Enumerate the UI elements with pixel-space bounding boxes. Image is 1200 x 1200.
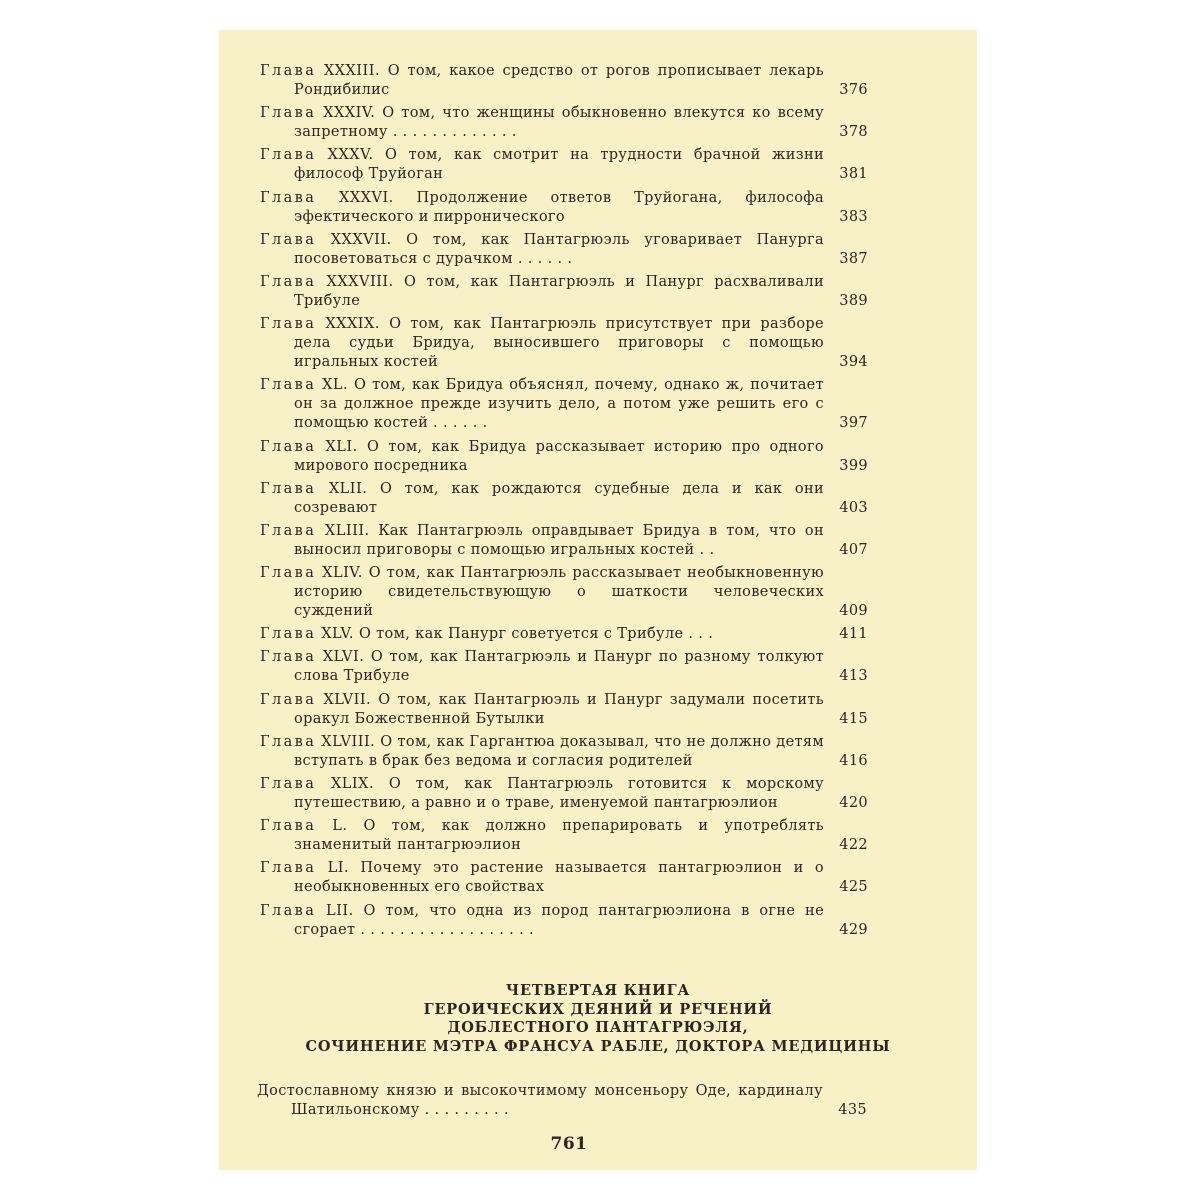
chapter-word: Глава — [260, 231, 317, 248]
toc-entry — [260, 625, 870, 644]
chapter-number: XLI. — [325, 438, 358, 455]
chapter-number: LII. — [326, 902, 354, 919]
chapter-number: XLVII. — [323, 691, 372, 708]
page-number: 376 — [839, 82, 868, 98]
chapter-number: XLIII. — [324, 522, 370, 539]
toc-entry — [260, 691, 870, 729]
toc-entry — [260, 315, 870, 372]
chapter-number: XXXV. — [327, 147, 374, 164]
chapter-title: Почему это растение называется пантагрюэлион и о необыкновенных его свойствах — [294, 860, 825, 896]
toc-entry — [260, 733, 870, 771]
toc-entry — [260, 564, 870, 621]
page-number: 383 — [839, 208, 868, 225]
chapter-title: О том, как должно препарировать и употреблять знаменитый пантагрюэлион — [294, 818, 824, 854]
chapter-word: Глава — [260, 273, 317, 290]
chapter-title: О том, какое средство от рогов прописывает лекарь Рондибилис — [294, 63, 824, 98]
chapter-word: Глава — [260, 565, 317, 582]
chapter-number: XXXIII. — [323, 63, 381, 79]
chapter-word: Глава — [260, 860, 317, 877]
chapter-word: Глава — [260, 733, 317, 750]
chapter-number: XLIX. — [330, 776, 375, 792]
chapter-number: LI. — [327, 860, 350, 877]
toc-entry — [257, 1082, 869, 1120]
chapter-word: Глава — [260, 649, 317, 666]
chapter-word: Глава — [260, 189, 317, 206]
chapter-number: XLII. — [328, 480, 368, 497]
page-number: 411 — [839, 626, 868, 643]
chapter-title: О том, что одна из пород пантагрюэлиона в огне не сгорает . . . . . . . . . . . . . . . . . . — [294, 902, 825, 938]
page-number: 403 — [839, 499, 868, 516]
chapter-title: Продолжение ответов Труйогана, философа эфектического и пирронического — [294, 189, 824, 225]
chapter-word: Глава — [260, 147, 317, 164]
chapter-title: О том, как Бридуа рассказывает историю про одного мирового посредника — [294, 438, 824, 474]
page-number: 387 — [839, 250, 868, 267]
toc-entry — [260, 376, 870, 433]
chapter-word: Глава — [260, 438, 317, 455]
chapter-title: О том, как Пантагрюэль готовится к морскому путешествию, а равно и о траве, именуемой пантагрюэлион — [294, 776, 824, 811]
chapter-title: О том, что женщины обыкновенно влекутся ко всему запретному . . . . . . . . . . . . . — [294, 105, 825, 141]
table-of-contents — [260, 62, 870, 944]
toc-entry — [260, 62, 870, 100]
toc-entry — [260, 104, 870, 142]
chapter-word: Глава — [260, 63, 317, 79]
toc-entry — [260, 775, 870, 813]
chapter-word: Глава — [260, 776, 317, 792]
chapter-number: XXXVIII. — [326, 273, 394, 290]
heading-line: ДОБЛЕСТНОГО ПАНТАГРЮЭЛЯ, — [447, 1019, 749, 1036]
page-number: 425 — [839, 879, 868, 896]
page-number: 420 — [839, 795, 868, 811]
chapter-title: О том, как смотрит на трудности брачной жизни философ Труйоган — [294, 147, 824, 183]
chapter-title: О том, как Бридуа объяснял, почему, однако ж, почитает он за должное прежде изучить дело, а потом уже решить его с помощью костей . . . . . . — [294, 377, 824, 432]
chapter-word: Глава — [260, 691, 317, 708]
page-number: 416 — [839, 752, 868, 769]
page-number: 435 — [838, 1102, 867, 1118]
chapter-title: О том, как Гаргантюа доказывал, что не должно детям вступать в брак без ведома и согласия родителей — [294, 733, 824, 769]
chapter-number: XLVIII. — [321, 733, 376, 750]
heading-line: СОЧИНЕНИЕ МЭТРА ФРАНСУА РАБЛЕ, ДОКТОРА МЕДИЦИНЫ — [305, 1037, 891, 1055]
chapter-number: XLV. — [321, 626, 355, 643]
chapter-word: Глава — [260, 377, 317, 394]
dedication-entry — [257, 1082, 869, 1124]
chapter-number: XL. — [322, 377, 349, 394]
toc-entry — [260, 522, 870, 560]
toc-entry — [260, 231, 870, 269]
page-number: 415 — [839, 710, 868, 727]
chapter-title: О том, как Пантагрюэль и Панург расхваливали Трибуле — [294, 273, 824, 309]
chapter-number: L. — [332, 818, 348, 835]
toc-entry — [260, 817, 870, 855]
page-number: 397 — [839, 415, 868, 432]
chapter-word: Глава — [260, 818, 317, 835]
chapter-title: О том, как Пантагрюэль и Панург по разному толкуют слова Трибуле — [294, 649, 824, 685]
folio-page-number: 761 — [550, 1134, 588, 1154]
chapter-number: XXXIX. — [325, 316, 380, 333]
chapter-title: О том, как Пантагрюэль уговаривает Панурга посоветоваться с дурачком . . . . . . — [294, 231, 824, 267]
heading-line: ЧЕТВЕРТАЯ КНИГА — [505, 982, 691, 999]
chapter-title: О том, как Пантагрюэль и Панург задумали посетить оракул Божественной Бутылки — [294, 691, 824, 727]
chapter-word: Глава — [260, 626, 317, 643]
chapter-title: О том, как Пантагрюэль присутствует при разборе дела судьи Бридуа, выносившего приговоры с помощью игральных костей — [294, 316, 824, 371]
toc-entry — [260, 648, 870, 686]
chapter-word: Глава — [260, 316, 317, 333]
chapter-word: Глава — [260, 105, 317, 122]
chapter-title: Как Пантагрюэль оправдывает Бридуа в том, что он выносил приговоры с помощью игральных костей . . — [294, 522, 824, 558]
book-section-heading — [219, 982, 977, 1056]
chapter-word: Глава — [260, 522, 317, 539]
page-number: 422 — [839, 837, 868, 854]
chapter-word: Глава — [260, 480, 317, 497]
chapter-number: XXXVII. — [330, 231, 392, 248]
toc-entry — [260, 273, 870, 311]
page-number: 381 — [839, 166, 868, 183]
toc-entry — [260, 859, 870, 897]
page-number: 407 — [839, 541, 868, 558]
chapter-number: XXXVI. — [339, 189, 394, 206]
page-number: 378 — [839, 124, 868, 141]
page-number: 413 — [839, 668, 868, 685]
page-number: 429 — [839, 921, 868, 938]
toc-entry — [260, 146, 870, 184]
heading-line: ГЕРОИЧЕСКИХ ДЕЯНИЙ И РЕЧЕНИЙ — [423, 1000, 773, 1018]
toc-entry — [260, 189, 870, 227]
book-page — [219, 30, 977, 1170]
page-number: 389 — [839, 292, 868, 309]
chapter-title: О том, как рождаются судебные дела и как они созревают — [294, 480, 824, 516]
chapter-number: XXXIV. — [323, 105, 376, 122]
chapter-title: О том, как Панург советуется с Трибуле . . . — [358, 626, 714, 643]
page-number: 409 — [839, 603, 868, 620]
dedication-text: Достославному князю и высокочтимому монсеньору Оде, кардиналу Шатильонскому . . . . . . . . . — [257, 1083, 823, 1118]
toc-entry — [260, 438, 870, 476]
toc-entry — [260, 902, 870, 940]
toc-entry — [260, 480, 870, 518]
chapter-title: О том, как Пантагрюэль рассказывает необыкновенную историю свидетельствующую о шаткости человеческих суждений — [294, 565, 825, 620]
chapter-number: XLVI. — [322, 649, 365, 666]
chapter-number: XLIV. — [322, 565, 363, 582]
chapter-word: Глава — [260, 902, 317, 919]
page-number: 394 — [839, 354, 868, 371]
page-number: 399 — [839, 457, 868, 474]
